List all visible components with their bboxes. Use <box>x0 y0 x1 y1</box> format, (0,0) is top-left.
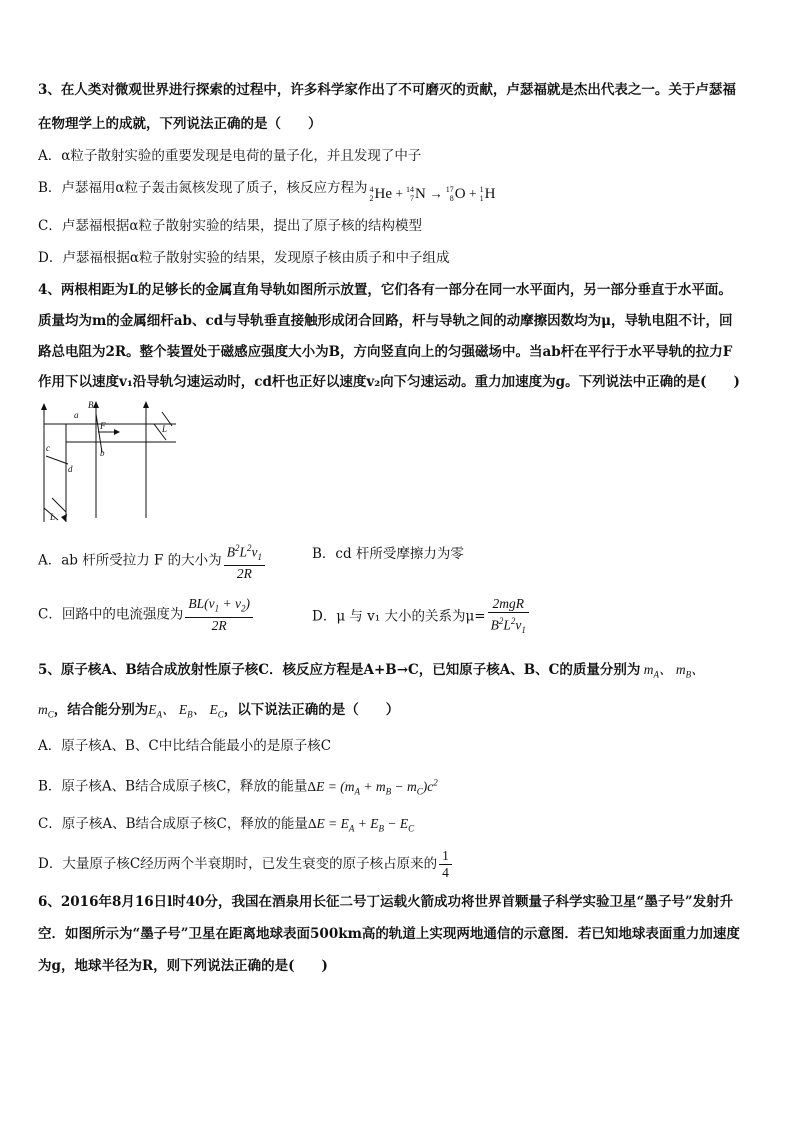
q4-option-c <box>38 596 255 634</box>
q4-stem-line4: 作用下以速度v₁沿导轨匀速运动时，cd杆也正好以速度v₂向下匀速运动。重力加速度为g。下列说法中正确的是( ) <box>38 374 740 390</box>
label-F: F <box>100 421 106 431</box>
q5-option-d <box>38 848 454 881</box>
energy-formula-c: $\Delta E = E_A + E_B - E_C$ <box>307 816 415 834</box>
fraction-a: $\frac{B^2L^2v_1}{2R}$ <box>224 540 265 582</box>
q5-option-d-text: D．大量原子核C经历两个半衰期时，已发生衰变的原子核占原来的 <box>38 856 438 872</box>
fraction-c: $\frac{BL(v_1 + v_2)}{2R}$ <box>185 596 253 634</box>
q4-stem-line2: 质量均为m的金属细杆ab、cd与导轨垂直接触形成闭合回路，杆与导轨之间的动摩擦因数均为μ，导轨电阻不计，回 <box>38 313 733 329</box>
fraction-quarter: $\frac{1}{4}$ <box>439 848 452 881</box>
label-L-top: L <box>162 424 168 434</box>
q3-stem-line2: 在物理学上的成就，下列说法正确的是（ ） <box>38 116 322 132</box>
label-b: b <box>100 448 105 458</box>
nuclear-equation: 4 2 He + 14 7 N → 17 8 O + 1 1 H <box>369 185 496 203</box>
q3-stem-line1: 3、在人类对微观世界进行探索的过程中，许多科学家作出了不可磨灭的贡献，卢瑟福就是杰出代表之一。关于卢瑟福 <box>38 82 736 98</box>
q4-stem-line1: 4、两根相距为L的足够长的金属直角导轨如图所示放置，它们各有一部分在同一水平面内，另一部分垂直于水平面。 <box>38 282 732 298</box>
q5-option-b <box>38 772 438 801</box>
mass-c: $m_C$ <box>38 702 54 720</box>
rail-diagram <box>36 400 184 524</box>
q3-option-d: D．卢瑟福根据α粒子散射实验的结果，发现原子核由质子和中子组成 <box>38 250 450 266</box>
q5-option-c-text: C．原子核A、B结合成原子核C，释放的能量 <box>38 816 308 832</box>
q5-stem-text2: ，结合能分别为 <box>53 702 149 718</box>
q5-option-b-text: B．原子核A、B结合成原子核C，释放的能量 <box>38 778 308 795</box>
q6-stem-line3: 为g，地球半径为R，则下列说法正确的是( ) <box>38 958 328 974</box>
q5-stem-text3: ，以下说法正确的是（ ） <box>223 702 400 718</box>
label-c: c <box>46 443 50 453</box>
masses-ab: $m_A$、 $m_B$、 <box>640 662 705 680</box>
q4-option-d-text: D．μ 与 v₁ 大小的关系为μ= <box>312 608 486 625</box>
q5-stem-line1 <box>38 660 705 685</box>
q5-stem-text: 5、原子核A、B结合成放射性原子核C．核反应方程是A+B→C，已知原子核A、B、C的质量分别为 <box>38 662 641 678</box>
q4-option-b: B．cd 杆所受摩擦力为零 <box>312 546 464 562</box>
label-a: a <box>74 410 79 420</box>
label-B: B <box>88 400 94 410</box>
q3-option-a: A．α粒子散射实验的重要发现是电荷的量子化，并且发现了中子 <box>38 148 422 164</box>
q3-option-b-text: B．卢瑟福用α粒子轰击氮核发现了质子，核反应方程为 <box>38 180 368 196</box>
energy-formula-b: $\Delta E = (m_A + m_B - m_C)c^2$ <box>307 777 438 797</box>
q5-stem-line2 <box>38 700 399 725</box>
q4-option-a-text: A．ab 杆所受拉力 F 的大小为 <box>38 552 222 569</box>
q5-option-a: A．原子核A、B、C中比结合能最小的是原子核C <box>38 738 332 754</box>
q6-stem-line2: 空．如图所示为“墨子号”卫星在距离地球表面500km高的轨道上实现两地通信的示意图．若已知地球表面重力加速度 <box>38 926 740 942</box>
q4-stem-line3: 路总电阻为2R。整个装置处于磁感应强度大小为B，方向竖直向上的匀强磁场中。当ab杆在平行于水平导轨的拉力F <box>38 344 733 360</box>
q4-option-a <box>38 540 267 582</box>
q6-stem-line1: 6、2016年8月16日l时40分，我国在酒泉用长征二号丁运载火箭成功将世界首颗量子科学实验卫星“墨子号”发射升 <box>38 894 734 910</box>
q4-option-d <box>312 596 531 638</box>
q3-option-c: C．卢瑟福根据α粒子散射实验的结果，提出了原子核的结构模型 <box>38 218 422 234</box>
label-d: d <box>68 464 73 474</box>
label-L-bottom: L <box>50 512 56 522</box>
q3-option-b <box>38 178 497 204</box>
binding-energies: $E_A$、 $E_B$、 $E_C$ <box>148 702 224 720</box>
q5-option-c <box>38 814 414 839</box>
q4-option-c-text: C．回路中的电流强度为 <box>38 606 184 623</box>
fraction-d: $\frac{\text{2mgR}}{B^2L^2v_1}$ <box>488 596 529 638</box>
